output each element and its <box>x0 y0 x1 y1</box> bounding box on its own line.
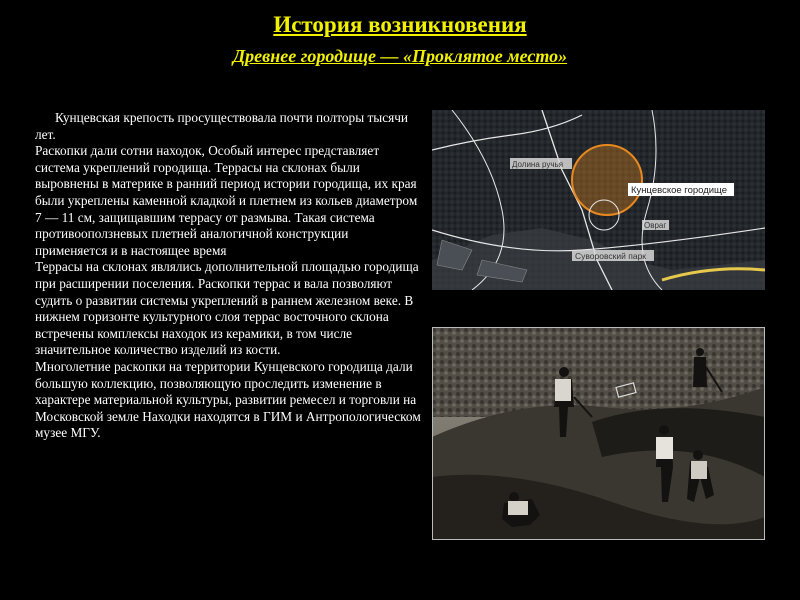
page-title: История возникновения <box>273 12 527 37</box>
paragraph-4: Многолетние раскопки на территории Кунцевского городища дали большую коллекцию, позволяющую проследить изменение в характере материальной культуры, развитии ремесел и торговли на Московской земле Находки находятся в ГИМ и Антропологическом музее МГУ. <box>35 358 421 441</box>
paragraph-2: Раскопки дали сотни находок, Особый интерес представляет система укреплений городища. Террасы на склонах были выровнены в материке в ранний период истории городища, их края были укреплены каменной кладкой и плетнем из кольев диаметром 7 — 11 см, защищавшим террасу от размыва. Такая система противооползневых плетней аналогичной конструкции применяется и в настоящее время <box>35 143 418 258</box>
satellite-map-image <box>432 110 765 290</box>
label-site: Кунцевское городище <box>631 185 728 196</box>
body-text <box>35 110 423 442</box>
label-valley: Долина ручья <box>512 160 564 169</box>
site-circle <box>572 145 642 215</box>
excavation-photo <box>432 327 765 540</box>
label-park: Суворовский парк <box>575 251 647 261</box>
paragraph-3: Террасы на склонах являлись дополнительной площадью городища при расширении поселения. Раскопки террас и вала позволяют судить о развитии системы укреплений в раннем железном веке. В нижнем горизонте культурного слоя террас восточного склона встречены комплексы находок из керамики, в том числе значительное количество изделий из кости. <box>35 259 419 358</box>
photo-graphic <box>432 327 765 540</box>
page-subtitle: Древнее городище — «Проклятое место» <box>232 46 568 66</box>
paragraph-1: Кунцевская крепость просуществовала почти полторы тысячи лет. <box>35 110 409 142</box>
label-ravine: Овраг <box>644 221 667 230</box>
map-graphic <box>432 110 765 290</box>
